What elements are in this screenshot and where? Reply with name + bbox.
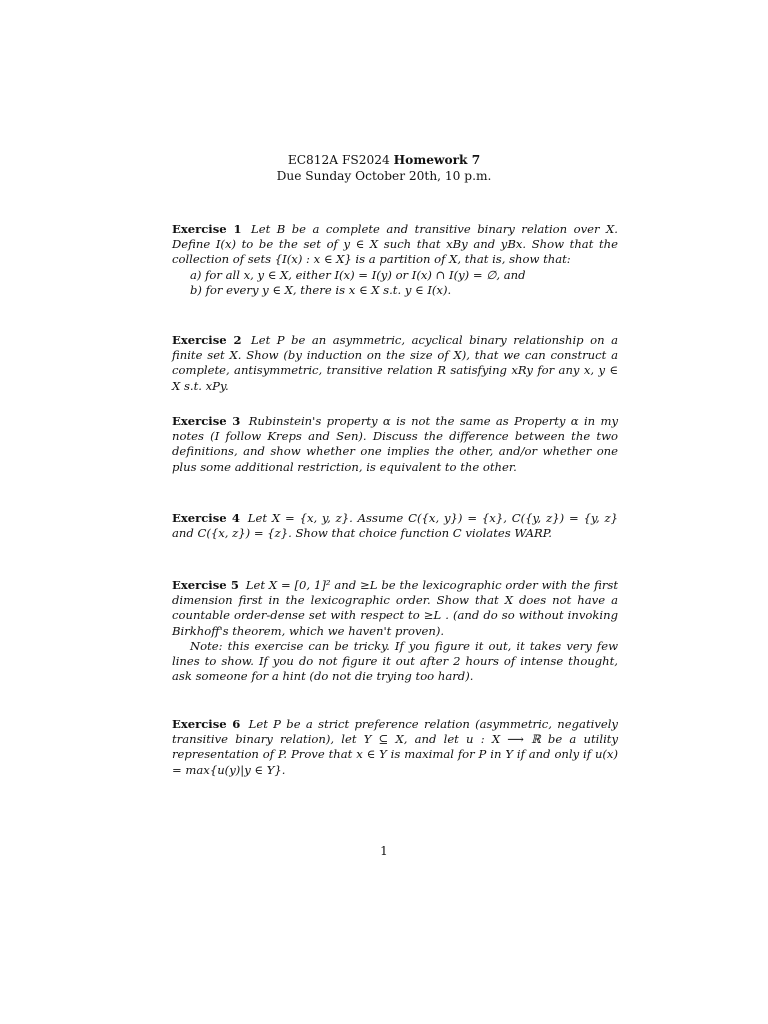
exercise-text: Let P be an asymmetric, acyclical binary relationship on a finite set X. Show (by induction on the size of X), that we can construct a complete, antisymmetric, transitive relation R satisfying xRy for any x, y ∈ X s.t. xPy. bbox=[172, 333, 618, 393]
exercise-2 bbox=[172, 333, 618, 394]
exercise-note: Note: this exercise can be tricky. If you figure it out, it takes very few lines to show. If you do not figure it out after 2 hours of intense thought, ask someone for a hint (do not die trying too hard). bbox=[172, 638, 618, 684]
exercise-text: Let B be a complete and transitive binary relation over X. Define I(x) to be the set of y ∈ X such that xBy and yBx. Show that the collection of sets {I(x) : x ∈ X} is a partition of X, that is, show that: bbox=[172, 222, 618, 267]
exercise-text: Rubinstein's property α is not the same as Property α in my notes (I follow Kreps and Sen). Discuss the difference between the two definitions, and show whether one implies the other, and/or whether one plus some additional restriction, is equivalent to the other. bbox=[172, 414, 618, 474]
exercise-label: Exercise 5 bbox=[172, 578, 239, 592]
exercise-3 bbox=[172, 414, 618, 475]
exercise-1 bbox=[172, 222, 618, 298]
exercise-4 bbox=[172, 511, 618, 541]
exercise-label: Exercise 4 bbox=[172, 511, 240, 525]
title-line bbox=[0, 152, 768, 168]
page-number: 1 bbox=[380, 844, 388, 858]
document-header bbox=[0, 152, 768, 184]
exercise-label: Exercise 2 bbox=[172, 333, 242, 347]
exercise-label: Exercise 6 bbox=[172, 717, 241, 731]
due-date: Due Sunday October 20th, 10 p.m. bbox=[276, 169, 492, 183]
exercise-text: Let P be a strict preference relation (asymmetric, negatively transitive binary relation), let Y ⊆ X, and let u : X ⟶ ℝ be a utility representation of P. Prove that x ∈ Y is maximal for P in Y if and only if u(x) = max{u(y)|y ∈ Y}. bbox=[172, 717, 618, 777]
exercise-label: Exercise 3 bbox=[172, 414, 241, 428]
exercise-5 bbox=[172, 578, 618, 684]
exercise-label: Exercise 1 bbox=[172, 222, 242, 236]
course-code: EC812A FS2024 bbox=[287, 153, 390, 167]
exercise-item: a) for all x, y ∈ X, either I(x) = I(y) or I(x) ∩ I(y) = ∅, and bbox=[190, 267, 526, 282]
exercise-6 bbox=[172, 717, 618, 778]
exercise-text: Let X = {x, y, z}. Assume C({x, y}) = {x}, C({y, z}) = {y, z} and C({x, z}) = {z}. Show that choice function C violates WARP. bbox=[172, 511, 618, 541]
exercise-item: b) for every y ∈ X, there is x ∈ X s.t. y ∈ I(x). bbox=[190, 282, 452, 297]
homework-title: Homework 7 bbox=[393, 153, 481, 167]
exercise-text: Let X = [0, 1]² and ≥L be the lexicographic order with the first dimension first in the lexicographic order. Show that X does not have a countable order-dense set with respect to ≥L . (and do so without invoking Birkhoff's theorem, which we haven't proven). bbox=[172, 578, 618, 638]
